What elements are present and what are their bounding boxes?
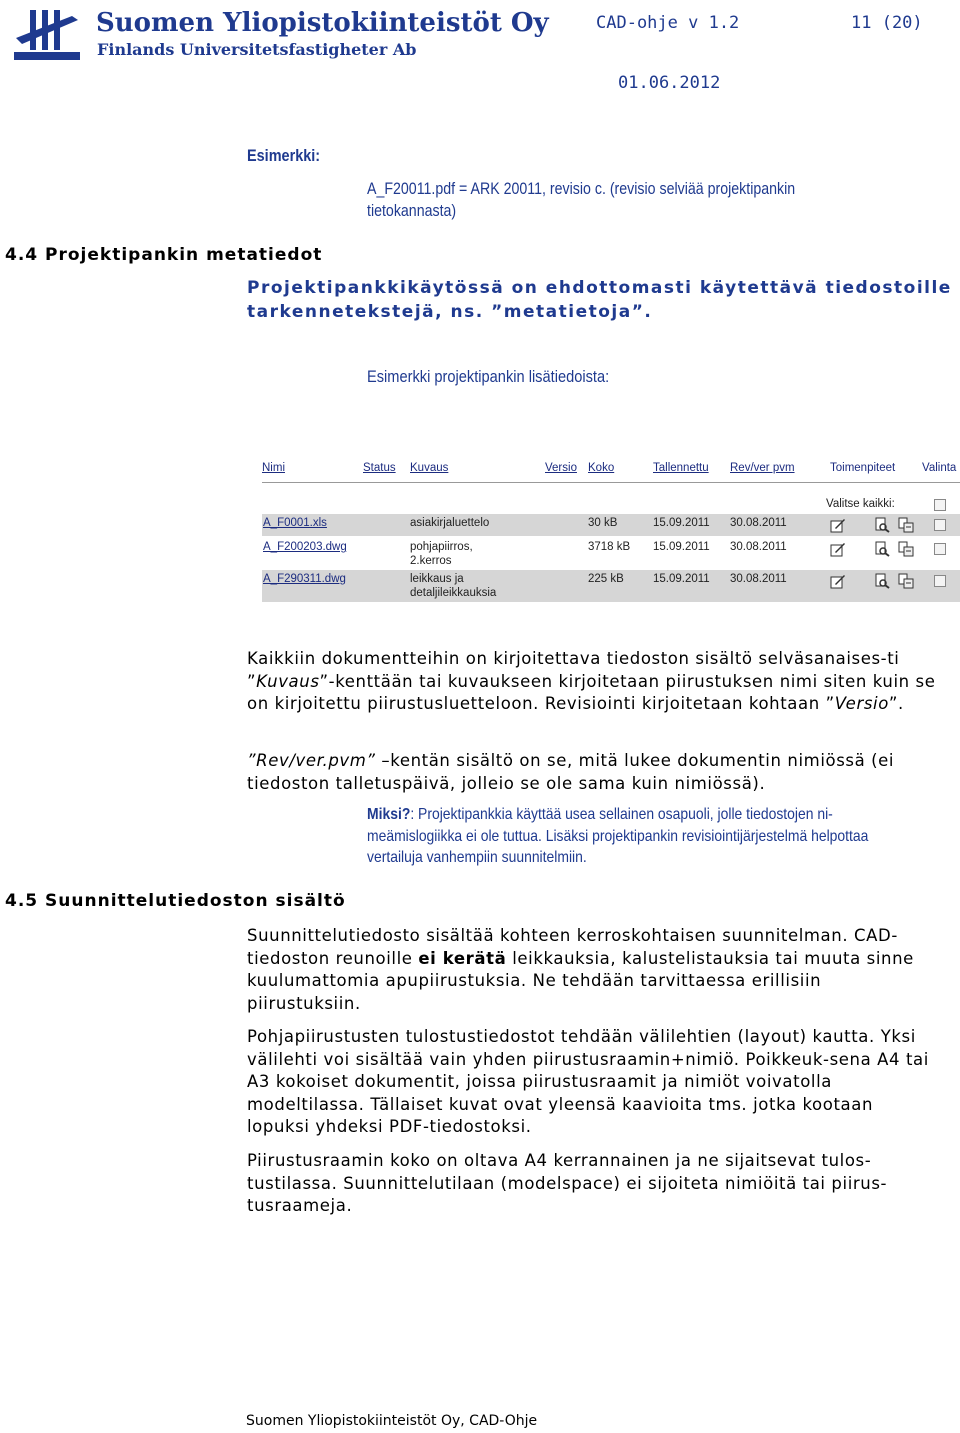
why-text: : Projektipankkia käyttää usea sellainen osapuoli, jolle tiedostojen ni-meämislogiikka ei ole tuttua. Lisäksi projektipankin revisiointijärjestelmä helpottaa vertailuja vanhempiin suunnitelmiin. [367, 806, 869, 866]
file-name-link[interactable]: A_F200203.dwg [263, 541, 347, 553]
example-text: A_F20011.pdf = ARK 20011, revisio c. (revisio selviää projektipankin tietokannasta) [367, 180, 796, 220]
table-row [262, 570, 960, 602]
saved-date: 15.09.2011 [653, 517, 710, 529]
rev-date: 30.08.2011 [730, 517, 787, 529]
column-header-version[interactable]: Versio [545, 462, 577, 474]
edit-icon[interactable] [830, 573, 846, 589]
row-checkbox[interactable] [934, 519, 946, 531]
column-header-saved[interactable]: Tallennettu [653, 462, 709, 474]
saved-date: 15.09.2011 [653, 541, 710, 553]
document-title: CAD-ohje v 1.2 [596, 13, 740, 33]
emphasis-not-collected: ei kerätä [418, 948, 507, 968]
column-header-actions: Toimenpiteet [830, 462, 896, 474]
section-heading-4-4: 4.4 Projektipankin metatiedot [5, 245, 323, 265]
header-divider [262, 482, 960, 483]
file-description: pohjapiirros, [410, 541, 473, 553]
download-icon[interactable] [898, 541, 914, 557]
project-bank-table [258, 454, 960, 604]
why-label: Miksi? [367, 806, 411, 823]
column-header-desc[interactable]: Kuvaus [410, 462, 449, 474]
file-name-link[interactable]: A_F0001.xls [263, 517, 327, 529]
column-header-size[interactable]: Koko [588, 462, 615, 474]
file-description-line2: 2.kerros [410, 555, 452, 567]
design-file-paragraph-3: Piirustusraamin koko on oltava A4 kerrannainen ja ne sijaitsevat tulos-tustilassa. Suunnittelutilaan (modelspace) ei sijoiteta nimiöitä tai piirus-tusraameja. [247, 1151, 888, 1215]
download-icon[interactable] [898, 517, 914, 533]
brand-name-sv: Finlands Universitetsfastigheter Ab [97, 40, 417, 59]
why-note [367, 804, 889, 869]
page-footer: Suomen Yliopistokiinteistöt Oy, CAD-Ohje [246, 1413, 538, 1429]
view-icon[interactable] [874, 573, 890, 589]
column-header-select: Valinta [922, 462, 957, 474]
file-description: asiakirjaluettelo [410, 517, 490, 529]
select-all-checkbox[interactable] [934, 499, 946, 511]
view-icon[interactable] [874, 541, 890, 557]
file-description: leikkaus ja [410, 573, 464, 585]
row-checkbox[interactable] [934, 575, 946, 587]
emphasis-line-2: tarkennetekstejä, ns. ”metatietoja”. [247, 302, 653, 322]
saved-date: 15.09.2011 [653, 573, 710, 585]
kuvaus-field-name: Kuvaus [256, 671, 320, 691]
document-date: 01.06.2012 [618, 73, 721, 93]
view-icon[interactable] [874, 517, 890, 533]
design-file-paragraph-2: Pohjapiirustusten tulostustiedostot tehdään välilehtien (layout) kautta. Yksi välilehti voi sisältää vain yhden piirustusraamin+nimiö. Poikkeuk-sena A4 tai A3 kokoiset dokumentit, joissa piirustusraamit ja nimiöt voivatolla modeltilassa. Tällaiset kuvat ovat yleensä kaavioita tms. jotka kootaan lopuksi yhdeksi PDF-tiedostoksi. [247, 1027, 929, 1136]
rev-date: 30.08.2011 [730, 573, 787, 585]
file-size: 225 kB [588, 573, 624, 585]
column-header-name[interactable]: Nimi [262, 462, 285, 474]
column-header-revdate[interactable]: Rev/ver pvm [730, 462, 795, 474]
example-label: Esimerkki: [247, 146, 321, 165]
row-checkbox[interactable] [934, 543, 946, 555]
company-logo-icon [12, 8, 82, 62]
table-row [262, 538, 960, 568]
download-icon[interactable] [898, 573, 914, 589]
revver-paragraph: ”Rev/ver.pvm” –kentän sisältö on se, mitä lukee dokumentin nimiössä (ei tiedoston talletuspäivä, jolleio se ole sama kuin nimiössä). [247, 751, 895, 793]
section-heading-4-5: 4.5 Suunnittelutiedoston sisältö [5, 891, 346, 911]
edit-icon[interactable] [830, 517, 846, 533]
design-file-paragraph-1: Suunnittelutiedosto sisältää kohteen kerroskohtaisen suunnitelman. CAD-tiedoston reunoille ei kerätä leikkauksia, kalustelistauksia tai muuta sinne kuulumattomia apupiirustuksia. Ne tehdään tarvittaessa erillisiin piirustuksiin. [247, 926, 914, 1013]
revver-field-name: ”Rev/ver.pvm” [247, 751, 376, 770]
select-all-label: Valitse kaikki: [826, 498, 895, 510]
column-header-status[interactable]: Status [363, 462, 396, 474]
file-size: 30 kB [588, 517, 618, 529]
brand-name-fi: Suomen Yliopistokiinteistöt Oy [96, 8, 549, 38]
metadata-paragraph: Kaikkiin dokumentteihin on kirjoitettava tiedoston sisältö selväsanaises-ti ”Kuvaus”-kenttään tai kuvaukseen kirjoitetaan piirustuksen nimi siten kuin se on kirjoitettu piirustusluetteloon. Revisiointi kirjoitetaan kohtaan ”Versio”. [247, 649, 936, 713]
emphasis-line-1: Projektipankkikäytössä on ehdottomasti käytettävä tiedostoille [247, 278, 952, 298]
table-row [262, 514, 960, 536]
file-description-line2: detaljileikkauksia [410, 587, 497, 599]
rev-date: 30.08.2011 [730, 541, 787, 553]
versio-field-name: Versio [834, 694, 889, 713]
edit-icon[interactable] [830, 541, 846, 557]
example-caption: Esimerkki projektipankin lisätiedoista: [367, 367, 610, 386]
page-number: 11 (20) [851, 13, 923, 33]
file-name-link[interactable]: A_F290311.dwg [263, 573, 346, 585]
file-size: 3718 kB [588, 541, 631, 553]
